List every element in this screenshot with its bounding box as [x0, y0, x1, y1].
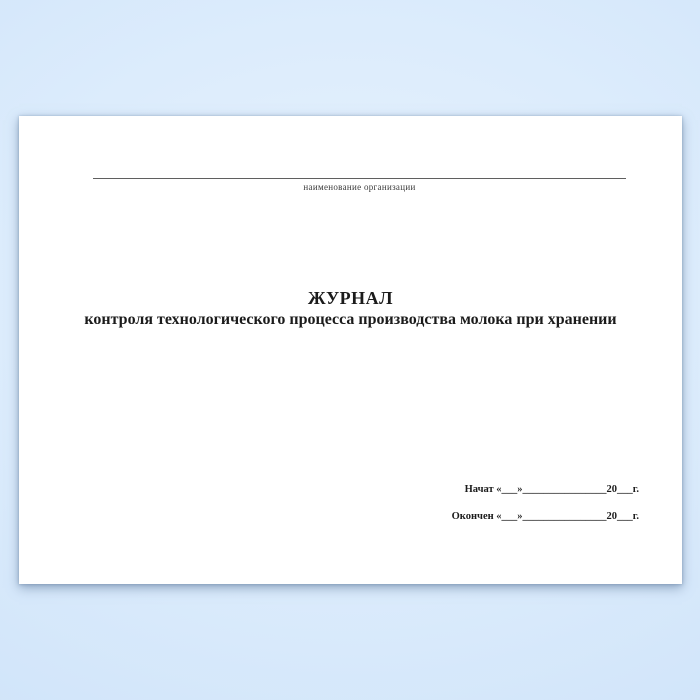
journal-title: ЖУРНАЛ	[307, 288, 394, 308]
journal-subtitle: контроля технологического процесса производства молока при хранении	[84, 311, 617, 328]
started-label: Начат	[464, 484, 494, 495]
organization-name-line	[93, 156, 626, 179]
organization-name-caption: наименование организации	[303, 182, 416, 192]
started-year-suffix: г.	[632, 484, 639, 495]
finished-label: Окончен	[451, 511, 494, 522]
started-year-prefix: 20	[606, 484, 618, 495]
finished-line	[452, 503, 639, 530]
title-block	[19, 288, 682, 331]
journal-cover-page	[19, 116, 682, 584]
started-fill-line: ________________	[522, 484, 607, 495]
finished-year-suffix: г.	[632, 511, 639, 522]
started-day-placeholder: «___»	[496, 484, 523, 495]
finished-year-placeholder: ___	[617, 511, 633, 522]
finished-day-placeholder: «___»	[496, 511, 523, 522]
finished-fill-line: ________________	[522, 511, 607, 522]
finished-year-prefix: 20	[606, 511, 618, 522]
organization-name-block	[93, 156, 626, 193]
started-year-placeholder: ___	[617, 484, 633, 495]
started-line	[452, 476, 639, 503]
dates-block	[452, 476, 639, 530]
